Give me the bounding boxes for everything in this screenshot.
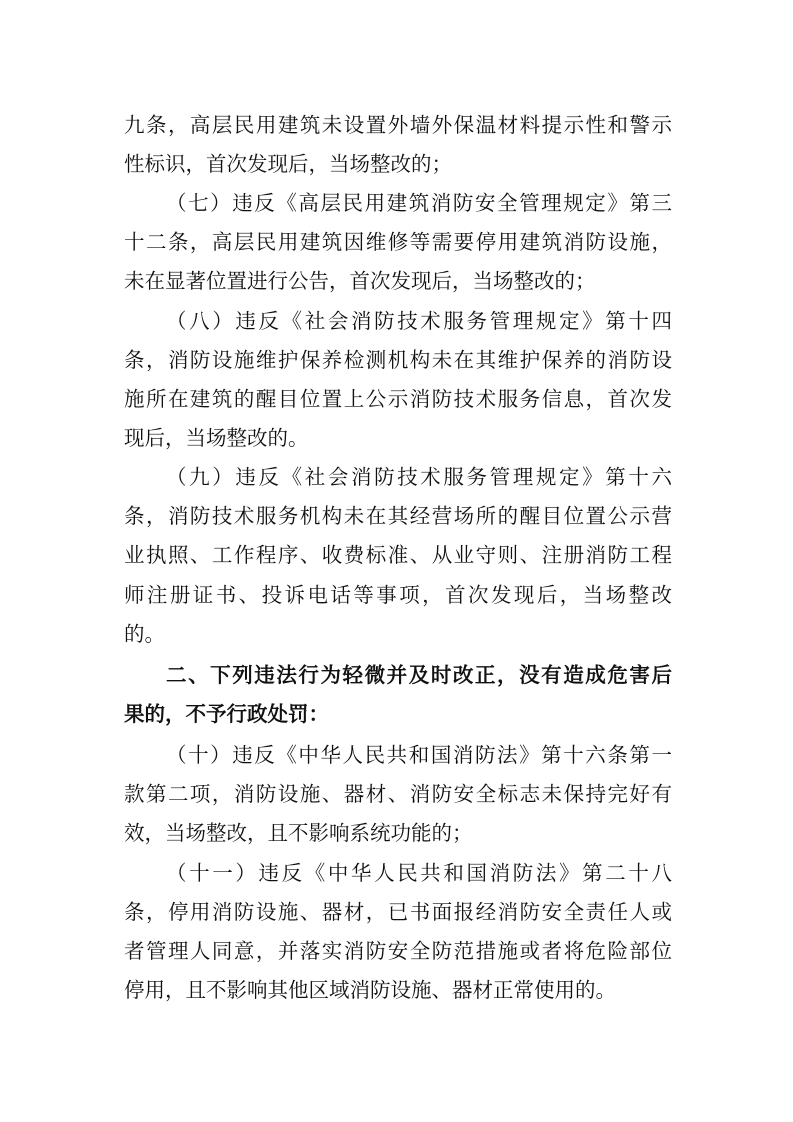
text-line: 施所在建筑的醒目位置上公示消防技术服务信息，首次发 xyxy=(124,387,672,411)
text-line: （十）违反《中华人民共和国消防法》第十六条第一 xyxy=(166,743,672,767)
text-line: 性标识，首次发现后，当场整改的； xyxy=(124,152,452,176)
text-line: 效，当场整改，且不影响系统功能的； xyxy=(124,821,473,845)
section-heading-line: 果的，不予行政处罚： xyxy=(124,702,329,726)
text-line: 条，停用消防设施、器材，已书面报经消防安全责任人或 xyxy=(124,900,672,924)
text-line: （十一）违反《中华人民共和国消防法》第二十八 xyxy=(166,861,672,885)
text-line: 停用，且不影响其他区域消防设施、器材正常使用的。 xyxy=(124,978,616,1002)
text-line: 条，消防设施维护保养检测机构未在其维护保养的消防设 xyxy=(124,348,672,372)
text-line: 的。 xyxy=(124,622,165,646)
text-line: （七）违反《高层民用建筑消防安全管理规定》第三 xyxy=(166,191,672,215)
text-line: 九条，高层民用建筑未设置外墙外保温材料提示性和警示 xyxy=(124,113,672,137)
text-line: 师注册证书、投诉电话等事项，首次发现后，当场整改 xyxy=(124,583,672,607)
section-heading-line: 二、下列违法行为轻微并及时改正，没有造成危害后 xyxy=(166,663,672,687)
text-line: 未在显著位置进行公告，首次发现后，当场整改的； xyxy=(124,269,596,293)
text-line: 条，消防技术服务机构未在其经营场所的醒目位置公示营 xyxy=(124,504,672,528)
text-line: （九）违反《社会消防技术服务管理规定》第十六 xyxy=(166,465,672,489)
text-line: （八）违反《社会消防技术服务管理规定》第十四 xyxy=(166,309,672,333)
text-line: 业执照、工作程序、收费标准、从业守则、注册消防工程 xyxy=(124,543,672,567)
text-line: 十二条，高层民用建筑因维修等需要停用建筑消防设施， xyxy=(124,230,672,254)
text-line: 者管理人同意，并落实消防安全防范措施或者将危险部位 xyxy=(124,939,672,963)
text-line: 现后，当场整改的。 xyxy=(124,426,309,450)
text-line: 款第二项，消防设施、器材、消防安全标志未保持完好有 xyxy=(124,782,672,806)
